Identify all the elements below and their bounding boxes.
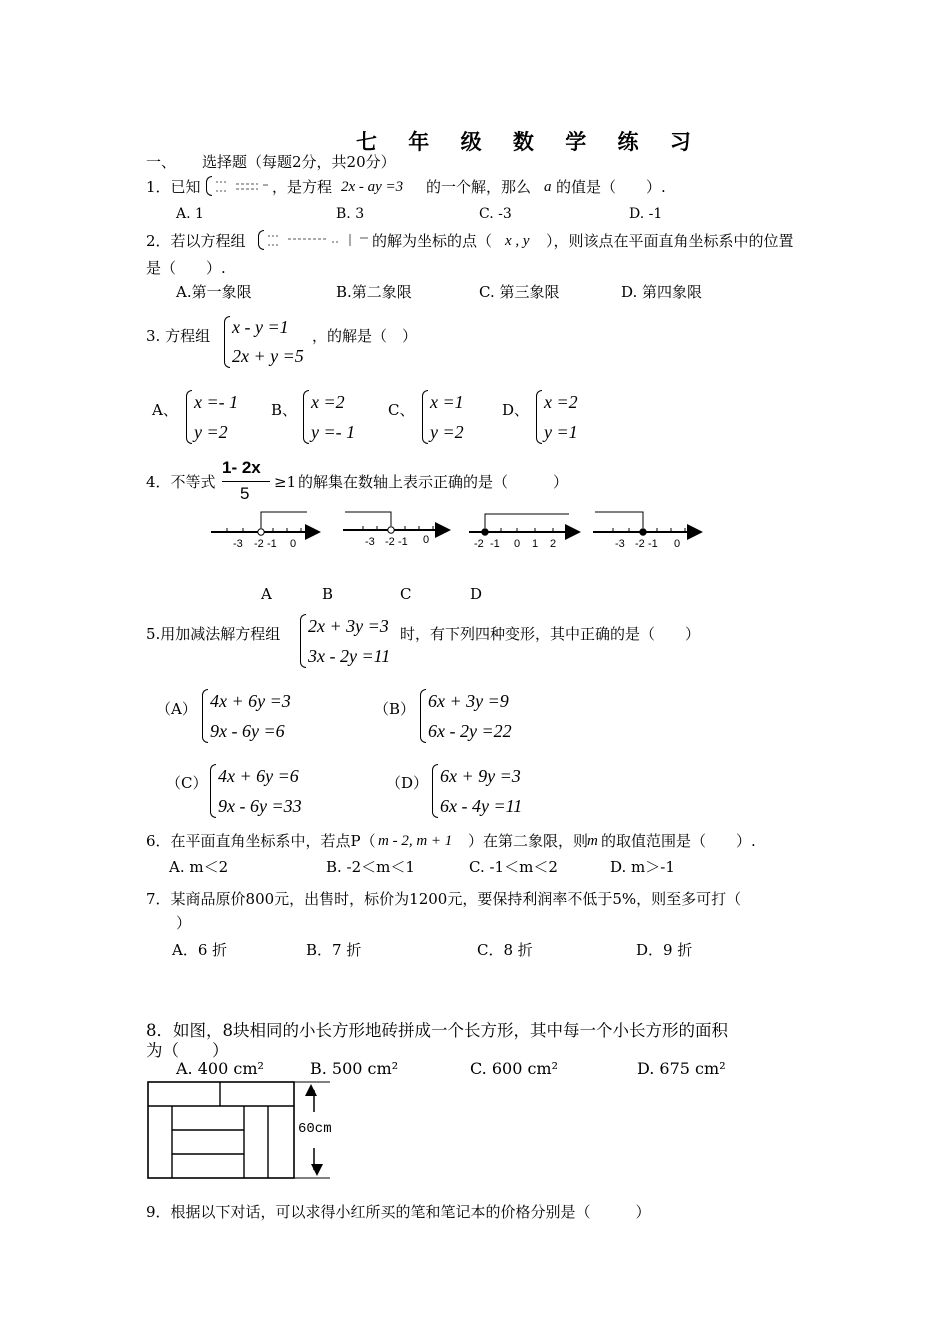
q6-option-a: A. m＜2 (169, 858, 229, 876)
q7-option-d: D．9 折 (636, 941, 693, 959)
q5-stem-b: 时，有下列四种变形，其中正确的是（ ） (400, 625, 701, 643)
section-label: 选择题（每题2分，共20分） (202, 153, 396, 171)
q4-letter-a: A (261, 585, 272, 603)
q4-numerator: 1- 2x (222, 458, 261, 477)
q5-option-a-line1: 4x + 6y =3 (210, 691, 291, 711)
q7-option-b: B．7 折 (306, 941, 362, 959)
q7-option-a: A．6 折 (172, 941, 228, 959)
q4-letter-b: B (322, 585, 334, 603)
q2-option-c: C. 第三象限 (479, 283, 560, 301)
q2-stem-b: 的解为坐标的点（ (372, 232, 493, 250)
q1-stem-b: ，是方程 (272, 178, 333, 196)
tick-label: -2 (385, 536, 395, 548)
q5-option-c-label: （C） (166, 774, 208, 792)
q3-option-a-line2: y =2 (194, 422, 228, 442)
q1-option-d: D. -1 (629, 206, 663, 222)
q4-letter-c: C (400, 585, 412, 603)
q5-option-a-line2: 9x - 6y =6 (210, 721, 285, 741)
tick-label: 0 (674, 538, 681, 550)
q6-option-c: C. -1＜m＜2 (469, 858, 558, 876)
q1-equation: 2x - ay =3 (341, 179, 404, 195)
q3-option-b-label: B、 (271, 401, 298, 419)
q1-stem-a: 1．已知 (146, 178, 201, 196)
number-line-b (343, 512, 447, 548)
q1-system-clipped (214, 176, 272, 196)
q5-sys-line1: 2x + 3y =3 (308, 616, 389, 636)
q8-line2: 为（ ） (146, 1041, 229, 1060)
tick-label: 0 (514, 538, 521, 550)
q1-option-a: A. 1 (176, 206, 204, 222)
q2-option-b: B.第二象限 (336, 283, 412, 301)
q5-option-b-brace (420, 689, 426, 743)
q6-coords: m - 2, m + 1 (378, 833, 453, 849)
tick-label: -1 (648, 538, 658, 550)
q3-option-a-label: A、 (152, 401, 178, 419)
q8-option-b: B. 500 cm² (310, 1059, 399, 1078)
q8-option-a: A. 400 cm² (176, 1059, 264, 1078)
q3-option-a-line1: x =- 1 (194, 392, 239, 412)
q3-brace (224, 316, 230, 368)
q5-brace (300, 614, 306, 668)
tick-label: -2 (474, 538, 484, 550)
q1-var: a (544, 179, 552, 195)
q3-option-c-label: C、 (388, 401, 415, 419)
q4-number-lines (205, 506, 705, 550)
q2-stem-d: 是（ ）. (146, 259, 226, 277)
q6-stem-b: ）在第二象限，则 (468, 832, 589, 850)
tick-label: 0 (423, 534, 430, 546)
number-line-c (469, 514, 577, 550)
tick-label: -2 (635, 538, 645, 550)
tick-label: 0 (290, 538, 297, 550)
q3-option-d-brace (536, 390, 542, 444)
q1-stem-c: 的一个解，那么 (426, 178, 532, 196)
q2-option-a: A.第一象限 (176, 283, 252, 301)
tick-label: -1 (490, 538, 500, 550)
q3-option-c-brace (422, 390, 428, 444)
tick-label: -1 (267, 538, 277, 550)
q5-option-b-line2: 6x - 2y =22 (428, 721, 512, 741)
q5-option-d-label: （D） (386, 774, 429, 792)
q3-option-a-brace (186, 390, 192, 444)
q3-option-d-line2: y =1 (544, 422, 578, 442)
q5-option-c-line1: 4x + 6y =6 (218, 766, 299, 786)
number-line-d (593, 512, 699, 550)
q2-stem-a: 2．若以方程组 (146, 232, 246, 250)
q3-stem-b: ，的解是（ ） (312, 327, 418, 345)
tick-label: -3 (615, 538, 625, 550)
q1-stem-d: 的值是（ ）. (556, 178, 666, 196)
q3-option-b-line2: y =- 1 (311, 422, 356, 442)
q6-var: m (587, 833, 598, 849)
number-line-a (211, 512, 317, 550)
q7-option-c: C．8 折 (477, 941, 533, 959)
q2-stem-c: ），则该点在平面直角坐标系中的位置 (546, 232, 794, 250)
q4-fraction-bar (222, 481, 270, 482)
q2-system-clipped (266, 230, 372, 250)
q1-option-b: B. 3 (336, 206, 365, 222)
q5-option-d-line1: 6x + 9y =3 (440, 766, 521, 786)
q3-option-c-line2: y =2 (430, 422, 464, 442)
tick-label: -2 (254, 538, 264, 550)
q7-line2: ） (176, 914, 192, 932)
q5-sys-line2: 3x - 2y =11 (308, 646, 391, 666)
section-number: 一、 (146, 153, 177, 171)
q5-option-d-brace (432, 764, 438, 818)
q8-line1: 8．如图，8块相同的小长方形地砖拼成一个长方形，其中每一个小长方形的面积 (146, 1021, 728, 1040)
q4-letter-d: D (470, 585, 483, 603)
q8-option-c: C. 600 cm² (470, 1059, 559, 1078)
q2-option-d: D. 第四象限 (621, 283, 703, 301)
q1-option-c: C. -3 (479, 206, 512, 222)
q5-option-a-brace (202, 689, 208, 743)
q8-option-d: D. 675 cm² (637, 1059, 726, 1078)
q3-sys-line1: x - y =1 (232, 317, 289, 337)
q6-option-d: D. m＞-1 (610, 858, 675, 876)
q4-ineq: ≥1 (274, 473, 297, 491)
q3-option-c-line1: x =1 (430, 392, 464, 412)
q4-denominator: 5 (240, 484, 250, 503)
q2-point: x , y (505, 233, 530, 249)
tick-label: 2 (550, 538, 557, 550)
q5-stem-a: 5.用加减法解方程组 (146, 625, 281, 643)
q6-stem-c: 的取值范围是（ ）. (601, 832, 756, 850)
q5-option-d-line2: 6x - 4y =11 (440, 796, 523, 816)
tick-label: -3 (365, 536, 375, 548)
q3-stem-a: 3. 方程组 (146, 327, 211, 345)
q3-option-d-label: D、 (502, 401, 530, 419)
q6-stem-a: 6．在平面直角坐标系中，若点P（ (146, 832, 376, 850)
page-title: 七 年 级 数 学 练 习 (356, 129, 703, 154)
tick-label: 1 (532, 538, 539, 550)
q5-option-a-label: （A） (156, 700, 197, 718)
q8-figure-label: 60cm (298, 1121, 332, 1137)
q3-sys-line2: 2x + y =5 (232, 346, 304, 366)
q9-stem: 9．根据以下对话，可以求得小红所买的笔和笔记本的价格分别是（ ） (146, 1203, 651, 1221)
tick-label: -3 (233, 538, 243, 550)
q5-option-b-line1: 6x + 3y =9 (428, 691, 509, 711)
q4-stem-b: 的解集在数轴上表示正确的是（ ） (298, 473, 569, 491)
q3-option-d-line1: x =2 (544, 392, 578, 412)
q5-option-c-line2: 9x - 6y =33 (218, 796, 302, 816)
tick-label: -1 (398, 536, 408, 548)
q3-option-b-brace (303, 390, 309, 444)
q4-stem-a: 4．不等式 (146, 473, 216, 491)
q7-line1: 7．某商品原价800元，出售时，标价为1200元，要保持利润率不低于5%，则至多可打（ (146, 890, 742, 908)
q6-option-b: B. -2＜m＜1 (326, 858, 415, 876)
q5-option-b-label: （B） (374, 700, 416, 718)
q5-option-c-brace (210, 764, 216, 818)
q3-option-b-line1: x =2 (311, 392, 345, 412)
